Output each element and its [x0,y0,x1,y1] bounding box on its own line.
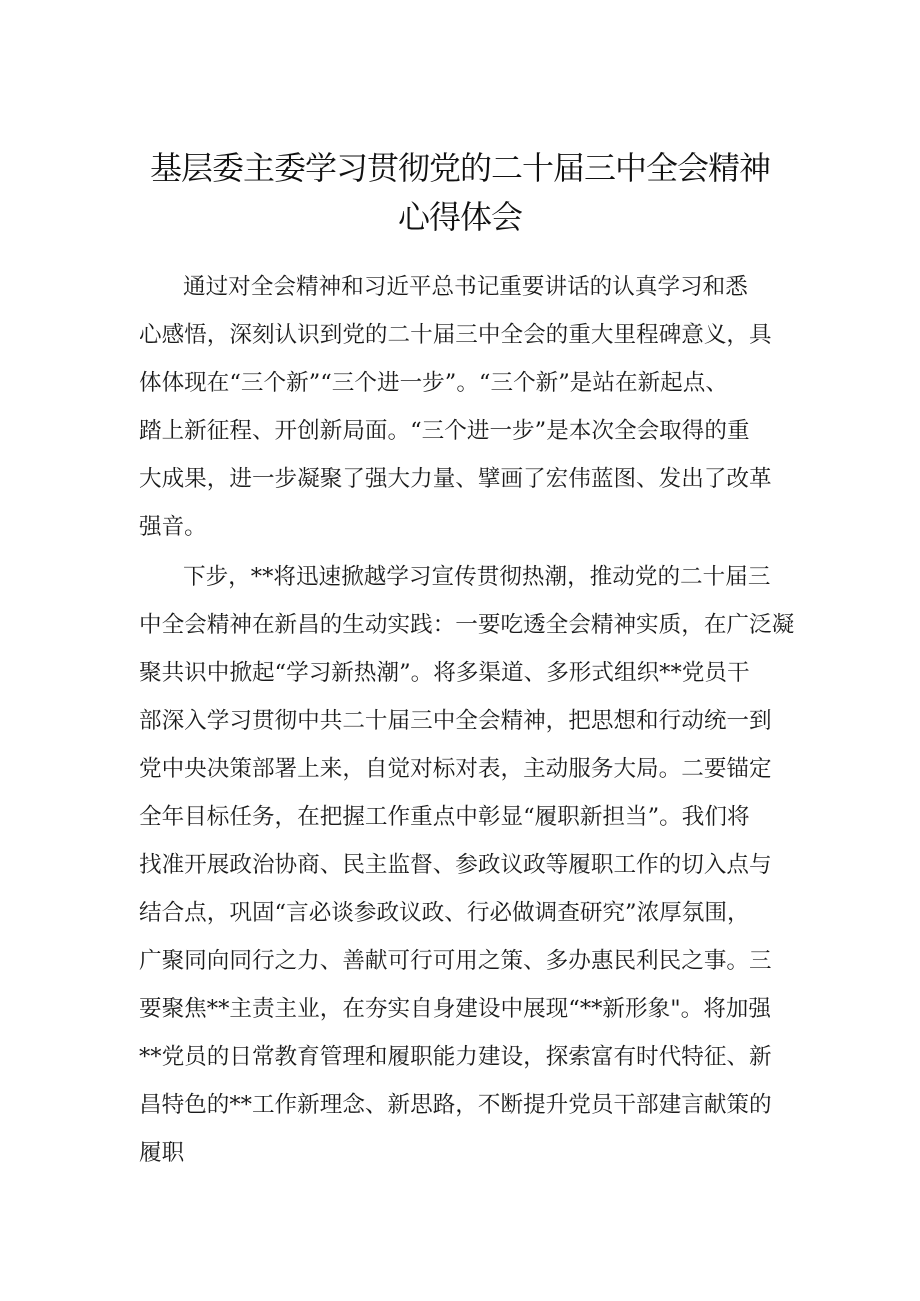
paragraph-line: 结合点，巩固“言必谈参政议政、行必做调查研究”浓厚氛围， [139,900,750,926]
paragraph-line: **党员的日常教育管理和履职能力建设，探索富有时代特征、新 [139,1044,772,1070]
paragraph-line: 中全会精神在新昌的生动实践：一要吃透全会精神实质，在广泛凝 [139,612,795,638]
paragraph-line: 强音。 [139,514,207,540]
paragraph-line: 下步，**将迅速掀越学习宣传贯彻热潮，推动党的二十届三 [183,564,771,590]
paragraph-line: 党中央决策部署上来，自觉对标对表，主动服务大局。二要锚定 [139,756,772,782]
paragraph-line: 踏上新征程、开创新局面。“三个进一步”是本次全会取得的重 [139,418,750,444]
paragraph-line: 心感悟，深刻认识到党的二十届三中全会的重大里程碑意义，具 [139,322,772,348]
paragraph-line: 全年目标任务，在把握工作重点中彰显“履职新担当”。我们将 [139,804,750,830]
document-title-line-1: 基层委主委学习贯彻党的二十届三中全会精神 [149,149,770,187]
paragraph-line: 大成果，进一步凝聚了强大力量、擘画了宏伟蓝图、发出了改革 [139,466,772,492]
paragraph-line: 履职 [139,1140,185,1166]
paragraph-line: 昌特色的**工作新理念、新思路，不断提升党员干部建言献策的 [139,1092,772,1118]
paragraph-line: 找准开展政治协商、民主监督、参政议政等履职工作的切入点与 [139,852,772,878]
paragraph-line: 体体现在“三个新”“三个进一步”。“三个新”是站在新起点、 [139,370,728,396]
paragraph-line: 广聚同向同行之力、善献可行可用之策、多办惠民利民之事。三 [139,948,772,974]
paragraph-line: 部深入学习贯彻中共二十届三中全会精神，把思想和行动统一到 [139,708,772,734]
document-title-line-2: 心得体会 [397,198,522,236]
paragraph-line: 要聚焦**主责主业，在夯实自身建设中展现“**新形象"。将加强 [139,996,771,1022]
paragraph-line: 聚共识中掀起“学习新热潮”。将多渠道、多形式组织**党员干 [139,660,750,686]
paragraph-line: 通过对全会精神和习近平总书记重要讲话的认真学习和悉 [183,274,748,300]
